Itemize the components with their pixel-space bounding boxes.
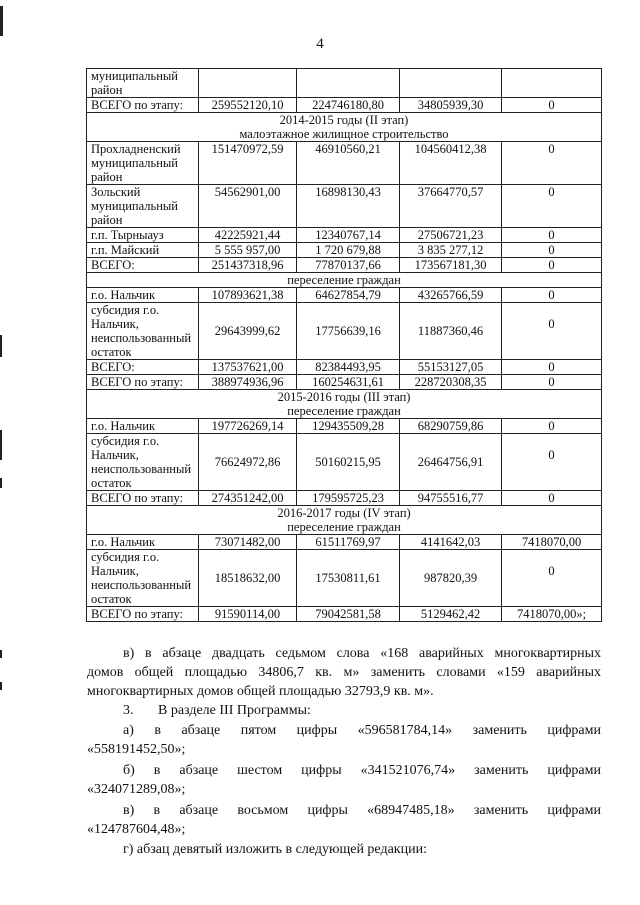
amount-cell: 0 xyxy=(502,360,602,375)
table-row xyxy=(87,243,602,258)
item-v-line1: в) в абзаце восьмом цифры «68947485,18» заменить цифрами xyxy=(123,803,601,818)
row-label-cell: г.о. Нальчик xyxy=(87,419,199,434)
amount-cell: 5 555 957,00 xyxy=(199,243,297,258)
section-header-cell xyxy=(87,506,602,535)
page-number: 4 xyxy=(316,36,324,52)
section-header-cell xyxy=(87,390,602,419)
amount-cell: 0 xyxy=(502,258,602,273)
paragraph-v-line3: многоквартирных домов общей площадью 32793,9 кв. м». xyxy=(87,684,434,699)
amount-cell: 34805939,30 xyxy=(400,98,502,113)
table-row xyxy=(87,607,602,622)
section-header-line: малоэтажное жилищное строительство xyxy=(239,127,449,141)
amount-cell: 0 xyxy=(502,185,602,228)
row-label-cell: субсидия г.о. Нальчик, неиспользованный остаток xyxy=(87,434,199,491)
amount-cell: 0 xyxy=(502,228,602,243)
item-v-line2: «124787604,48»; xyxy=(87,822,186,837)
row-label-cell: ВСЕГО по этапу: xyxy=(87,98,199,113)
amount-cell: 27506721,23 xyxy=(400,228,502,243)
amount-cell: 7418070,00»; xyxy=(502,607,602,622)
amount-cell: 11887360,46 xyxy=(400,303,502,360)
row-label-cell: Прохладненский муниципальный район xyxy=(87,142,199,185)
amount-cell: 0 xyxy=(502,303,602,360)
amount-cell: 987820,39 xyxy=(400,550,502,607)
row-label-cell: субсидия г.о. Нальчик, неиспользованный остаток xyxy=(87,303,199,360)
amount-cell: 5129462,42 xyxy=(400,607,502,622)
amount-cell: 17756639,16 xyxy=(297,303,400,360)
amount-cell: 179595725,23 xyxy=(297,491,400,506)
scan-mark xyxy=(0,335,2,357)
scan-mark xyxy=(0,682,2,690)
amount-cell: 29643999,62 xyxy=(199,303,297,360)
table-row xyxy=(87,434,602,491)
amount-cell: 0 xyxy=(502,434,602,491)
amount-cell: 77870137,66 xyxy=(297,258,400,273)
amount-cell: 197726269,14 xyxy=(199,419,297,434)
section-header-line: переселение граждан xyxy=(287,404,401,418)
budget-table xyxy=(86,68,602,622)
amount-cell: 0 xyxy=(502,550,602,607)
table-row xyxy=(87,550,602,607)
item-b-line2: «324071289,08»; xyxy=(87,782,186,797)
table-row xyxy=(87,228,602,243)
section-header-line: переселение граждан xyxy=(287,273,401,287)
row-label-cell: ВСЕГО по этапу: xyxy=(87,491,199,506)
amount-cell: 61511769,97 xyxy=(297,535,400,550)
section-header-line: переселение граждан xyxy=(287,520,401,534)
amount-cell: 18518632,00 xyxy=(199,550,297,607)
item-3-heading: 3. В разделе III Программы: xyxy=(123,703,311,718)
amount-cell: 82384493,95 xyxy=(297,360,400,375)
section-header-cell xyxy=(87,273,602,288)
table-row xyxy=(87,258,602,273)
amount-cell: 17530811,61 xyxy=(297,550,400,607)
amount-cell: 3 835 277,12 xyxy=(400,243,502,258)
amount-cell: 173567181,30 xyxy=(400,258,502,273)
row-label-cell: г.о. Нальчик xyxy=(87,288,199,303)
amount-cell: 0 xyxy=(502,375,602,390)
scan-mark xyxy=(0,478,2,488)
amount-cell: 129435509,28 xyxy=(297,419,400,434)
row-label-cell: Зольский муниципальный район xyxy=(87,185,199,228)
amount-cell: 37664770,57 xyxy=(400,185,502,228)
amount-cell: 4141642,03 xyxy=(400,535,502,550)
item-a-line2: «558191452,50»; xyxy=(87,742,186,757)
row-label-cell: г.о. Нальчик xyxy=(87,535,199,550)
amount-cell: 259552120,10 xyxy=(199,98,297,113)
row-label-cell: ВСЕГО по этапу: xyxy=(87,607,199,622)
row-label-cell: ВСЕГО по этапу: xyxy=(87,375,199,390)
amount-cell: 251437318,96 xyxy=(199,258,297,273)
table-row xyxy=(87,185,602,228)
row-label-cell: ВСЕГО: xyxy=(87,258,199,273)
amount-cell: 55153127,05 xyxy=(400,360,502,375)
amount-cell: 54562901,00 xyxy=(199,185,297,228)
table-row xyxy=(87,288,602,303)
amount-cell: 388974936,96 xyxy=(199,375,297,390)
amount-cell: 0 xyxy=(502,288,602,303)
amount-cell: 79042581,58 xyxy=(297,607,400,622)
amount-cell: 228720308,35 xyxy=(400,375,502,390)
budget-table-body xyxy=(87,69,602,622)
amount-cell: 91590114,00 xyxy=(199,607,297,622)
paragraph-v-line1: в) в абзаце двадцать седьмом слова «168 аварийных многоквартирных xyxy=(123,646,601,661)
item-b-line1: б) в абзаце шестом цифры «341521076,74» заменить цифрами xyxy=(123,763,601,778)
table-row xyxy=(87,419,602,434)
section-header-line: 2015-2016 годы (III этап) xyxy=(277,390,411,404)
section-header-line: 2014-2015 годы (II этап) xyxy=(279,113,409,127)
amount-cell: 0 xyxy=(502,98,602,113)
amount-cell: 12340767,14 xyxy=(297,228,400,243)
amount-cell: 76624972,86 xyxy=(199,434,297,491)
table-row xyxy=(87,535,602,550)
table-section-row xyxy=(87,390,602,419)
table-section-row xyxy=(87,273,602,288)
section-header-line: 2016-2017 годы (IV этап) xyxy=(277,506,411,520)
table-section-row xyxy=(87,113,602,142)
amount-cell xyxy=(400,69,502,98)
table-row xyxy=(87,142,602,185)
amount-cell xyxy=(502,69,602,98)
table-row xyxy=(87,491,602,506)
scan-mark xyxy=(0,650,2,658)
amount-cell: 7418070,00 xyxy=(502,535,602,550)
amount-cell: 43265766,59 xyxy=(400,288,502,303)
item-a-line1: а) в абзаце пятом цифры «596581784,14» заменить цифрами xyxy=(123,723,601,738)
amount-cell: 137537621,00 xyxy=(199,360,297,375)
amount-cell: 50160215,95 xyxy=(297,434,400,491)
amount-cell: 274351242,00 xyxy=(199,491,297,506)
table-row xyxy=(87,303,602,360)
amount-cell: 73071482,00 xyxy=(199,535,297,550)
table-row xyxy=(87,98,602,113)
amount-cell: 107893621,38 xyxy=(199,288,297,303)
table-row xyxy=(87,375,602,390)
amount-cell: 0 xyxy=(502,142,602,185)
row-label-cell: ВСЕГО: xyxy=(87,360,199,375)
amount-cell: 224746180,80 xyxy=(297,98,400,113)
amount-cell: 160254631,61 xyxy=(297,375,400,390)
scan-mark xyxy=(0,6,3,36)
amount-cell: 104560412,38 xyxy=(400,142,502,185)
section-header-cell xyxy=(87,113,602,142)
row-label-cell: г.п. Тырныауз xyxy=(87,228,199,243)
row-label-cell: г.п. Майский xyxy=(87,243,199,258)
table-row xyxy=(87,360,602,375)
amount-cell: 16898130,43 xyxy=(297,185,400,228)
amount-cell: 64627854,79 xyxy=(297,288,400,303)
table-row xyxy=(87,69,602,98)
row-label-cell: муниципальный район xyxy=(87,69,199,98)
amount-cell: 0 xyxy=(502,419,602,434)
amount-cell: 0 xyxy=(502,491,602,506)
table-section-row xyxy=(87,506,602,535)
amount-cell: 46910560,21 xyxy=(297,142,400,185)
amount-cell xyxy=(297,69,400,98)
amount-cell xyxy=(199,69,297,98)
item-g: г) абзац девятый изложить в следующей редакции: xyxy=(123,842,427,857)
row-label-cell: субсидия г.о. Нальчик, неиспользованный остаток xyxy=(87,550,199,607)
scan-mark xyxy=(0,430,2,460)
amount-cell: 42225921,44 xyxy=(199,228,297,243)
amount-cell: 94755516,77 xyxy=(400,491,502,506)
amount-cell: 68290759,86 xyxy=(400,419,502,434)
amount-cell: 26464756,91 xyxy=(400,434,502,491)
amount-cell: 0 xyxy=(502,243,602,258)
paragraph-v-line2: домов общей площадью 34806,7 кв. м» заменить словами «159 аварийных xyxy=(87,665,601,680)
amount-cell: 151470972,59 xyxy=(199,142,297,185)
amount-cell: 1 720 679,88 xyxy=(297,243,400,258)
